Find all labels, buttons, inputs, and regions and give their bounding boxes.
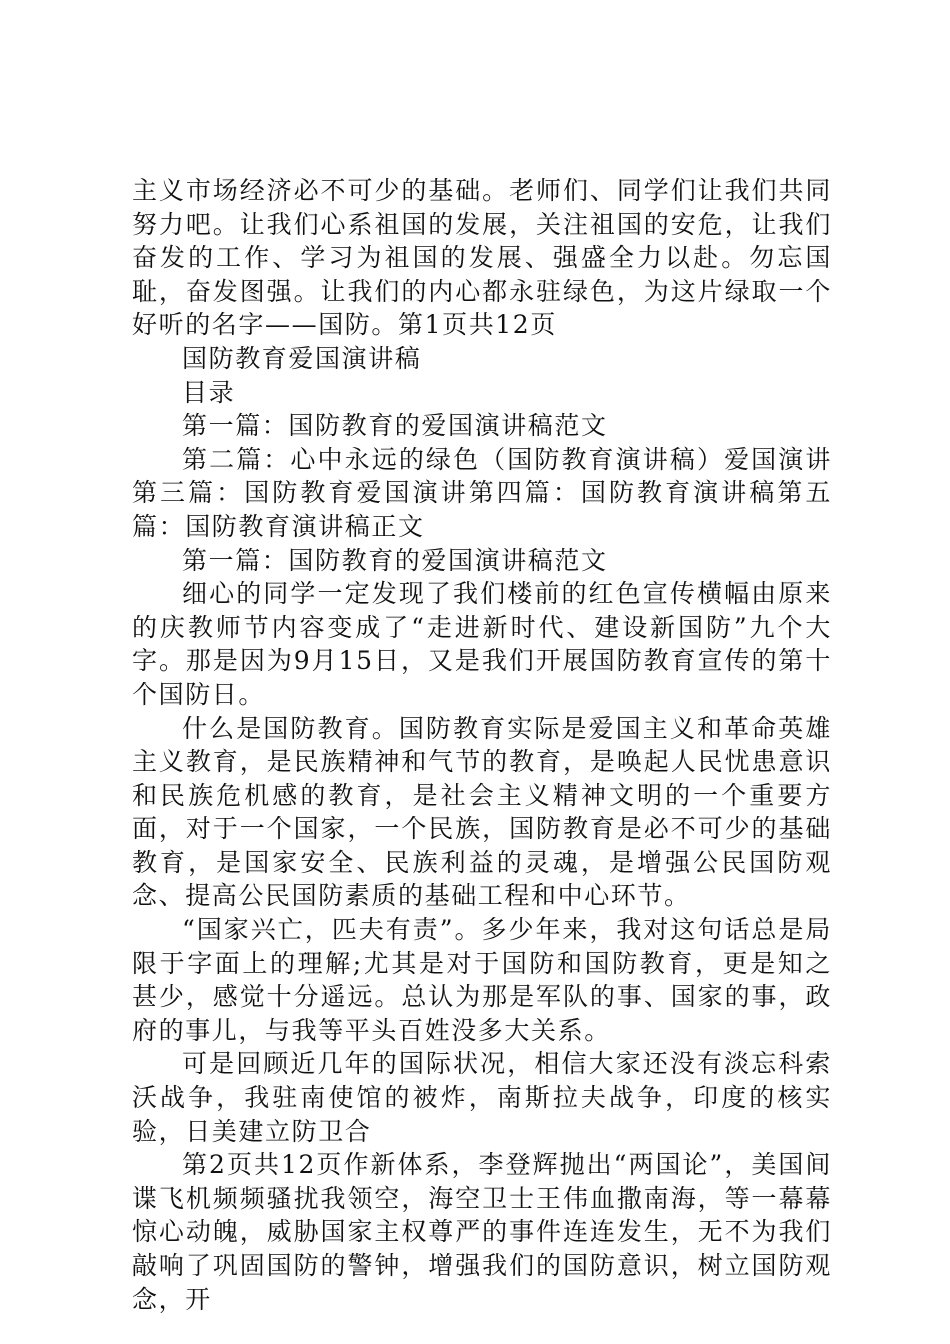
toc-items-2-5: 第二篇：心中永远的绿色（国防教育演讲稿）爱国演讲第三篇：国防教育爱国演讲第四篇：国防教育演讲稿第五篇：国防教育演讲稿正文 — [132, 444, 832, 541]
section-heading-1: 第一篇：国防教育的爱国演讲稿范文 — [182, 545, 608, 575]
paragraph-4: “国家兴亡，匹夫有责”。多少年来，我对这句话总是局限于字面上的理解;尤其是对于国防和国防教育，更是知之甚少，感觉十分遥远。总认为那是军队的事、国家的事，政府的事儿，与我等平头百姓没多大关系。 — [132, 915, 832, 1045]
paragraph-3: 什么是国防教育。国防教育实际是爱国主义和革命英雄主义教育，是民族精神和气节的教育，是唤起人民忧患意识和民族危机感的教育，是社会主义精神文明的一个重要方面，对于一个国家，一个民族，国防教育是必不可少的基础教育，是国家安全、民族利益的灵魂，是增强公民国防观念、提高公民国防素质的基础工程和中心环节。 — [132, 713, 832, 911]
paragraph-1: 主义市场经济必不可少的基础。老师们、同学们让我们共同努力吧。让我们心系祖国的发展，关注祖国的安危，让我们奋发的工作、学习为祖国的发展、强盛全力以赴。勿忘国耻，奋发图强。让我们的内心都永驻绿色，为这片绿取一个好听的名字——国防。第1页共12页 — [132, 176, 832, 340]
toc-heading: 目录 — [182, 377, 236, 407]
document-body — [132, 174, 832, 1316]
paragraph-6: 第2页共12页作新体系，李登辉抛出“两国论”，美国间谍飞机频频骚扰我领空，海空卫士王伟血撒南海，等一幕幕惊心动魄，威胁国家主权尊严的事件连连发生，无不为我们敲响了巩固国防的警钟，增强我们的国防意识，树立国防观念，开 — [132, 1150, 832, 1314]
toc-item-1: 第一篇：国防教育的爱国演讲稿范文 — [182, 411, 608, 441]
paragraph-2: 细心的同学一定发现了我们楼前的红色宣传横幅由原来的庆教师节内容变成了“走进新时代、建设新国防”九个大字。那是因为9月15日，又是我们开展国防教育宣传的第十个国防日。 — [132, 579, 832, 709]
paragraph-5: 可是回顾近几年的国际状况，相信大家还没有淡忘科索沃战争，我驻南使馆的被炸，南斯拉夫战争，印度的核实验，日美建立防卫合 — [132, 1049, 832, 1146]
document-title: 国防教育爱国演讲稿 — [182, 343, 422, 373]
